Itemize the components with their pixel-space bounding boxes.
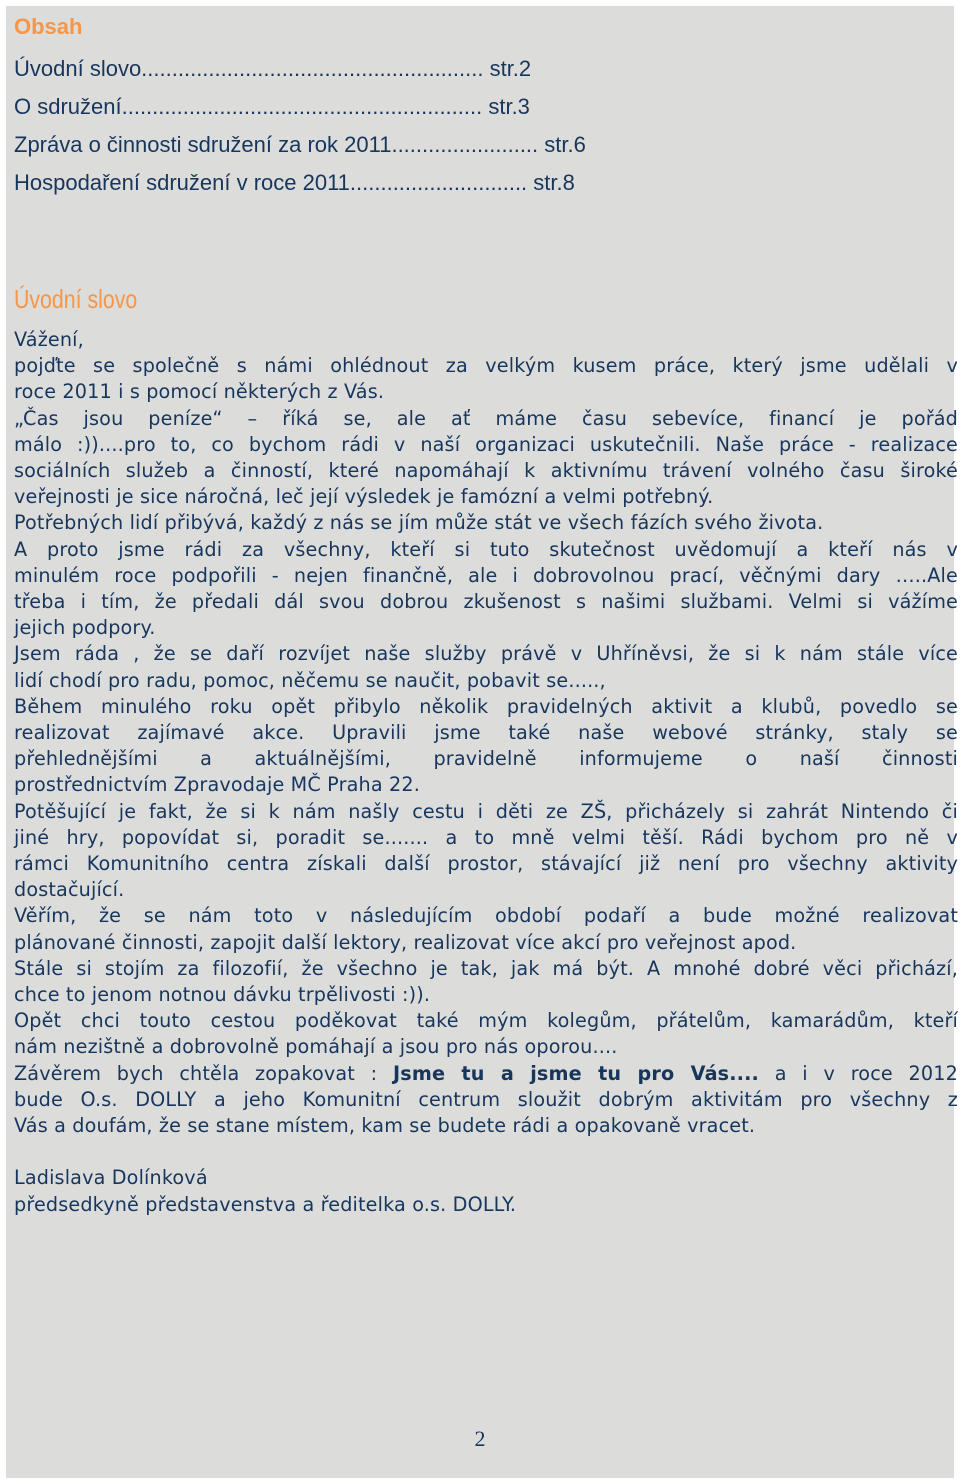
text-line: chce to jenom notnou dávku trpělivosti :)).: [14, 983, 431, 1007]
text-line: přehlednějšími a aktuálnějšími, pravidelně informujeme o naší činnosti: [14, 747, 958, 771]
text-line: bude O.s. DOLLY a jeho Komunitní centrum sloužit dobrým aktivitám pro všechny z: [14, 1087, 958, 1111]
closing-suffix: a i v roce 2012: [759, 1061, 958, 1085]
section-title: Úvodní slovo: [14, 284, 138, 314]
text-line: realizovat zajímavé akce. Upravili jsme také naše webové stránky, staly se: [14, 721, 958, 745]
text-line: plánované činnosti, zapojit další lektory, realizovat více akcí pro veřejnost apod.: [14, 930, 797, 954]
text-line: minulém roce podpořili - nejen finančně, ale i dobrovolnou prací, věčnými dary …..Ale: [14, 563, 958, 587]
text-line: lidí chodí pro radu, pomoc, něčemu se naučit, pobavit se.....,: [14, 668, 606, 692]
text-line: Stále si stojím za filozofií, že všechno je tak, jak má být. A mnohé dobré věci přichází,: [14, 956, 958, 980]
text-line: Během minulého roku opět přibylo několik pravidelných aktivit a klubů, povedlo se: [14, 694, 958, 718]
text-line: A proto jsme rádi za všechny, kteří si tuto skutečnost uvědomují a kteří nás v: [14, 537, 958, 561]
text-line: nám nezištně a dobrovolně pomáhají a jsou pro nás oporou....: [14, 1035, 618, 1059]
text-line: pojďte se společně s námi ohlédnout za velkým kusem práce, který jsme udělali v: [14, 354, 958, 378]
spacer: [14, 1139, 958, 1165]
text-line: Vážení,: [14, 328, 84, 351]
toc-entry: O sdružení........................................................... str.3: [14, 94, 530, 119]
text-line: Vás a doufám, že se stane místem, kam se budete rádi a opakovaně vracet.: [14, 1114, 756, 1138]
text-line: Potřebných lidí přibývá, každý z nás se jím může stát ve všech fázích svého života.: [14, 511, 824, 535]
text-line: Potěšující je fakt, že si k nám našly cestu i děti ze ZŠ, přicházely si zahrát Nintendo či: [14, 799, 958, 823]
signature-role: předsedkyně představenstva a ředitelka o.s. DOLLY.: [14, 1192, 517, 1216]
text-line: Opět chci touto cestou poděkovat také mým kolegům, přátelům, kamarádům, kteří: [14, 1009, 958, 1033]
text-line: sociálních služeb a činností, které napomáhají k aktivnímu trávení volného času široké: [14, 459, 958, 483]
table-of-contents: [14, 50, 734, 202]
toc-entry: Zpráva o činnosti sdružení za rok 2011........................ str.6: [14, 132, 586, 157]
document-page: [6, 6, 958, 1478]
motto: Jsme tu a jsme tu pro Vás....: [392, 1061, 759, 1085]
text-line: rámci Komunitního centra získali další prostor, stávající již není pro všechny aktivity: [14, 852, 958, 876]
text-line: málo :))....pro to, co bychom rádi v naší organizaci uskutečnili. Naše práce - realizace: [14, 432, 958, 456]
text-line: dostačující.: [14, 878, 125, 902]
signature-name: Ladislava Dolínková: [14, 1166, 208, 1190]
toc-heading: Obsah: [14, 14, 83, 39]
text-line: jiné hry, popovídat si, poradit se....... a to mně velmi těší. Rádi bychom pro ně v: [14, 825, 958, 849]
text-line: prostřednictvím Zpravodaje MČ Praha 22.: [14, 773, 420, 797]
text-line: Jsem ráda , že se daří rozvíjet naše služby právě v Uhříněvsi, že si k nám stále více: [14, 642, 958, 666]
text-line: „Čas jsou peníze“ – říká se, ale ať máme času sebevíce, financí je pořád: [14, 406, 958, 430]
text-line: roce 2011 i s pomocí některých z Vás.: [14, 380, 385, 404]
text-line: třeba i tím, že předali dál svou dobrou zkušenost s našimi službami. Velmi si vážíme: [14, 590, 958, 614]
page-number: 2: [474, 1426, 486, 1451]
section-body: [14, 327, 958, 1218]
closing-line: [14, 1061, 958, 1087]
text-line: veřejnosti je sice náročná, leč její výsledek je famózní a velmi potřebný.: [14, 485, 714, 509]
toc-entry: Úvodní slovo........................................................ str.2: [14, 56, 532, 81]
text-line: jejich podpory.: [14, 616, 156, 640]
text-line: Věřím, že se nám toto v následujícím období podaří a bude možné realizovat: [14, 904, 958, 928]
toc-entry: Hospodaření sdružení v roce 2011............................. str.8: [14, 170, 575, 195]
closing-prefix: Závěrem bych chtěla zopakovat :: [14, 1061, 393, 1085]
